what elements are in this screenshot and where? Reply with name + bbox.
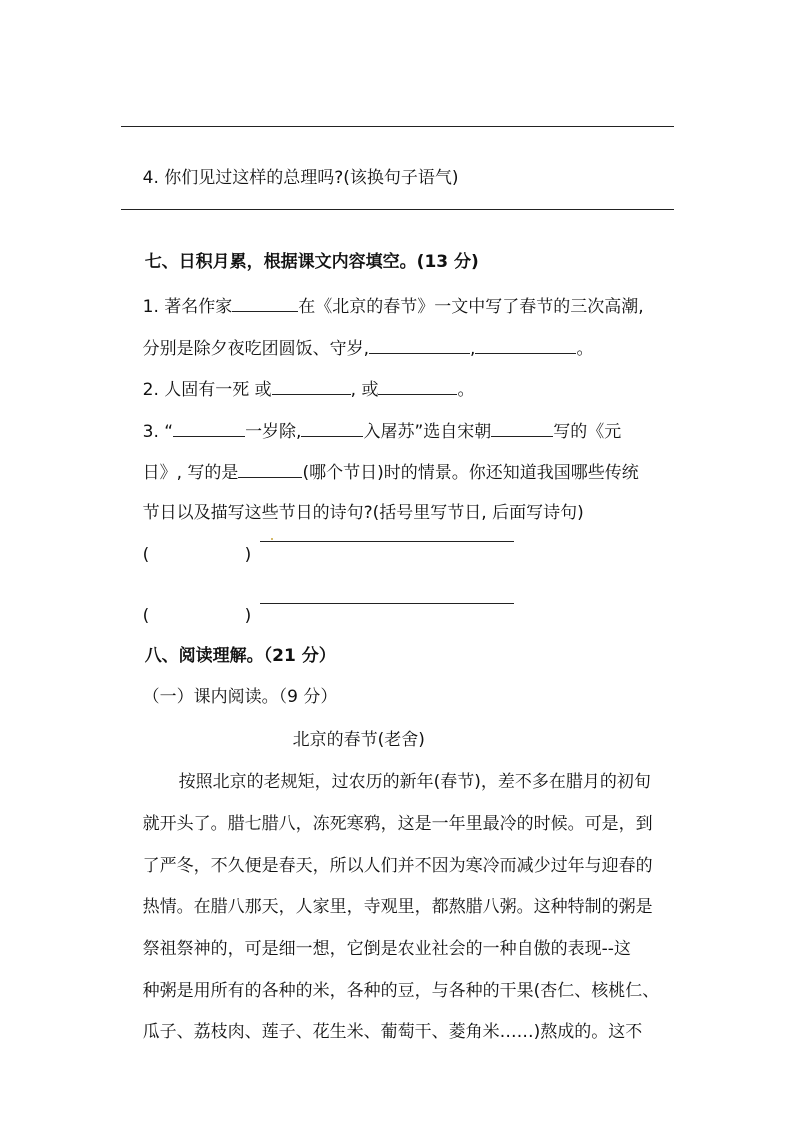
q2-text: , 或: [350, 380, 379, 400]
q2-blank-2[interactable]: [378, 378, 457, 395]
poem-answer-line-2[interactable]: [260, 603, 514, 604]
q3-text-4: 日》, 写的是: [142, 463, 239, 483]
passage-line-text: 了严冬，不久便是春天，所以人们并不因为寒冷而减少过年与迎春的: [142, 856, 653, 876]
q3-text-1: 一岁除,: [245, 422, 302, 442]
section-7-q3-line3: [121, 483, 584, 543]
q1-climax2-blank[interactable]: [369, 337, 470, 354]
festival-paren-close-1: [223, 525, 251, 585]
question-4-text: 4. 你们见过这样的总理吗?(该换句子语气): [142, 168, 459, 188]
q3-festival-blank[interactable]: [238, 461, 302, 478]
q3-blank-1[interactable]: [173, 420, 245, 437]
q1-end: 。: [576, 339, 594, 359]
q1-climax3-blank[interactable]: [475, 337, 576, 354]
q3-text-2: 入屠苏”选自宋朝: [363, 422, 492, 442]
section-7-heading-text: 七、日积月累，根据课文内容填空。(13 分): [144, 252, 479, 272]
q3-blank-2[interactable]: [301, 420, 363, 437]
q3-text-3: 写的《元: [553, 422, 622, 442]
passage-line: [121, 1002, 642, 1062]
q2-end: 。: [457, 380, 475, 400]
q3-text-6: 节日以及描写这些节日的诗句?(括号里写节日, 后面写诗句): [142, 503, 584, 523]
q1-author-blank[interactable]: [232, 295, 298, 312]
passage-line-text: 种粥是用所有的各种的米，各种的豆，与各种的干果(杏仁、核桃仁、: [142, 981, 660, 1001]
paren-close-2: ): [244, 606, 252, 626]
section-8-heading-text: 八、阅读理解。（21 分）: [144, 646, 336, 666]
ink-dot: [271, 538, 273, 540]
passage-line-text: 瓜子、荔枝肉、莲子、花生米、葡萄干、菱角米……)熬成的。这不: [142, 1022, 643, 1042]
q1-text-2: 分别是除夕夜吃团圆饭、守岁,: [142, 339, 370, 359]
question-4: [121, 148, 459, 208]
q3-author-blank[interactable]: [491, 420, 553, 437]
q1-separator: ,: [470, 339, 476, 359]
paren-open-2: (: [142, 606, 150, 626]
q3-prefix: 3. “: [142, 422, 174, 442]
section-8-sub1-text: （一）课内阅读。（9 分）: [142, 687, 338, 707]
passage-title-text: 北京的春节(老舍): [292, 730, 425, 750]
paren-close-1: ): [244, 545, 252, 565]
q2-blank-1[interactable]: [272, 378, 351, 395]
paren-open-1: (: [142, 545, 150, 565]
passage-line-text: 热情。在腊八那天，人家里，寺观里，都熬腊八粥。这种特制的粥是: [142, 897, 653, 917]
passage-line-text: 就开头了。腊七腊八，冻死寒鸦，这是一年里最冷的时候。可是，到: [142, 814, 653, 834]
q2-prefix: 2. 人固有一死 或: [142, 380, 272, 400]
q1-prefix: 1. 著名作家: [142, 297, 233, 317]
q1-text: 在《北京的春节》一文中写了春节的三次高潮,: [298, 297, 644, 317]
festival-answer-row-1: [121, 525, 149, 585]
passage-line-text: 祭祖祭神的，可是细一想，它倒是农业社会的一种自傲的表现--这: [142, 939, 631, 959]
answer-line-top[interactable]: [121, 126, 674, 127]
poem-answer-line-1[interactable]: [260, 541, 514, 542]
q3-text-5: (哪个节日)时的情景。你还知道我国哪些传统: [302, 463, 639, 483]
answer-line-q4[interactable]: [121, 209, 674, 210]
passage-line-text: 按照北京的老规矩，过农历的新年(春节)，差不多在腊月的初旬: [178, 772, 651, 792]
